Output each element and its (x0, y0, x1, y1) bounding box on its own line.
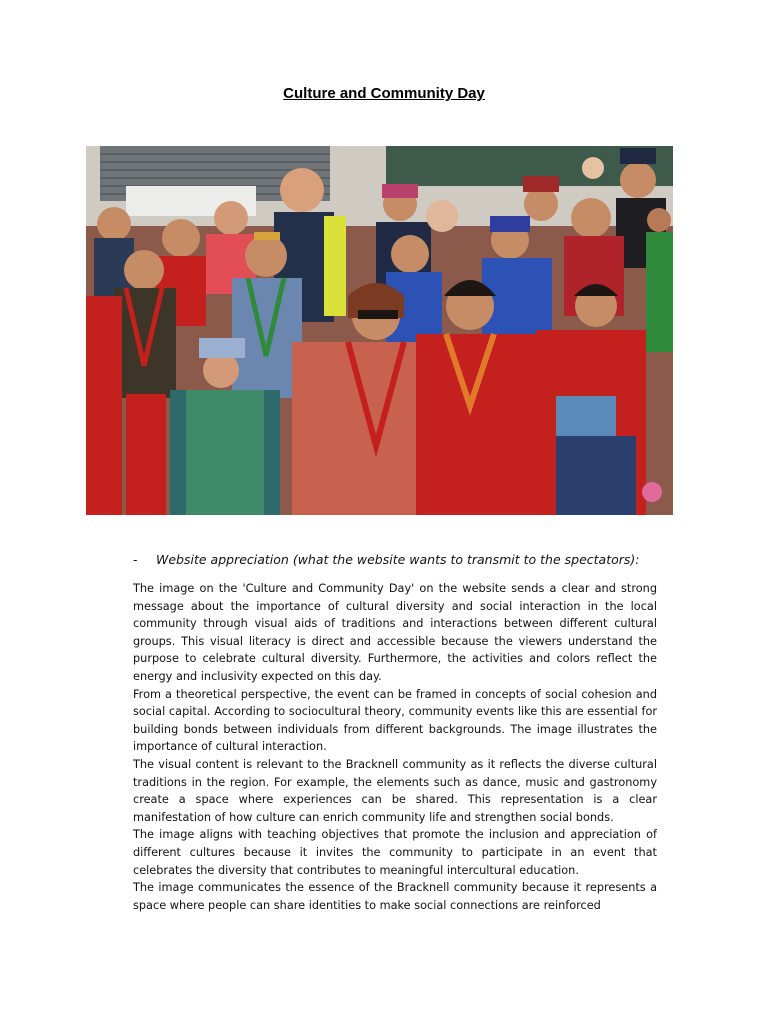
body-text (133, 580, 657, 915)
paragraph: The image on the 'Culture and Community Day' on the website sends a clear and strong message about the importance of cultural diversity and social interaction in the local community through visual aids of traditions and interactions between different cultural groups. This visual literacy is direct and accessible because the viewers understand the purpose to celebrate cultural diversity. Furthermore, the activities and colors reflect the energy and inclusivity expected on this day. (133, 582, 657, 683)
list-dash: - (133, 552, 138, 567)
page-title: Culture and Community Day (283, 85, 485, 102)
community-group-photo (86, 146, 673, 515)
subheading-text: Website appreciation (what the website wants to transmit to the spectators): (156, 552, 640, 567)
paragraph: The image aligns with teaching objectives that promote the inclusion and appreciation of different cultures because it invites the community to participate in an event that celebrates the diversity that contributes to meaningful intercultural education. (133, 828, 657, 877)
paragraph: The image communicates the essence of the Bracknell community because it represents a space where people can share identities to make social connections are reinforced (133, 881, 657, 912)
section-subheading (133, 552, 693, 567)
group-photo-illustration (86, 146, 673, 515)
paragraph: The visual content is relevant to the Bracknell community as it reflects the diverse cultural traditions in the region. For example, the elements such as dance, music and gastronomy create a space where experiences can be shared. This representation is a clear manifestation of how culture can enrich community life and strengthen social bonds. (133, 757, 657, 824)
paragraph: From a theoretical perspective, the event can be framed in concepts of social cohesion and social capital. According to sociocultural theory, community events like this are essential for building bonds between individuals from different backgrounds. The image illustrates the importance of cultural interaction. (133, 687, 657, 754)
